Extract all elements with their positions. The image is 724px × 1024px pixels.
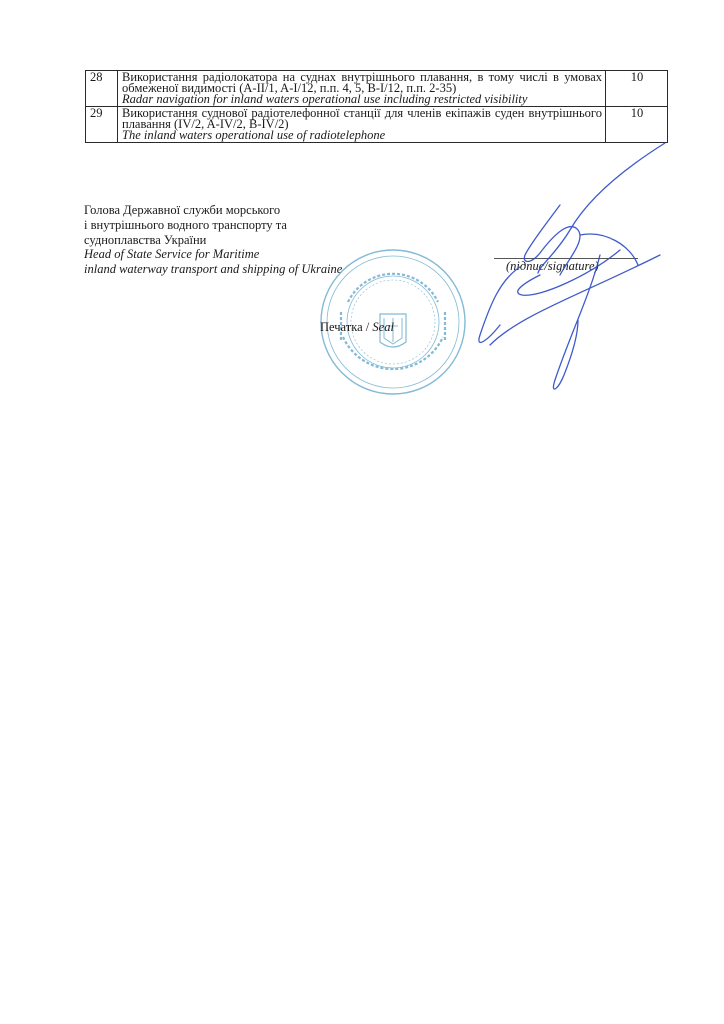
- row-number: 29: [86, 107, 118, 143]
- course-title-en: Radar navigation for inland waters operational use including restricted visibility: [122, 92, 528, 106]
- signatory-title-en-1: Head of State Service for Maritime: [84, 247, 260, 262]
- signatory-title-uk-2: і внутрішнього водного транспорту та: [84, 217, 287, 232]
- course-title-uk: Використання радіолокатора на суднах внутрішнього плавання, в тому числі в умовах обмеженої видимості (A-II/1, A-I/12, п.п. 4, 5, B-I/12, п.п. 2-35): [122, 70, 602, 95]
- handwritten-signature: [460, 135, 680, 395]
- signatory-title-uk-1: Голова Державної служби морського: [84, 203, 281, 217]
- course-hours: 10: [606, 107, 668, 143]
- courses-table: [85, 70, 668, 143]
- course-description: [118, 71, 606, 107]
- seal-label: [320, 320, 394, 335]
- signatory-title-en-2: inland waterway transport and shipping of Ukraine: [84, 262, 343, 277]
- signatory-title-uk-3: судноплавства України: [84, 232, 207, 247]
- signature-caption: (підпис/signature): [506, 259, 599, 273]
- seal-label-en: Seal: [372, 320, 394, 334]
- seal-label-uk: Печатка /: [320, 320, 373, 334]
- row-number: 28: [86, 71, 118, 107]
- course-title-uk: Використання суднової радіотелефонної станції для членів екіпажів суден внутрішнього плавання (IV/2, A-IV/2, B-IV/2): [122, 106, 602, 131]
- course-title-en: The inland waters operational use of radiotelephone: [122, 128, 386, 142]
- table-row: [86, 71, 668, 107]
- course-hours: 10: [606, 71, 668, 107]
